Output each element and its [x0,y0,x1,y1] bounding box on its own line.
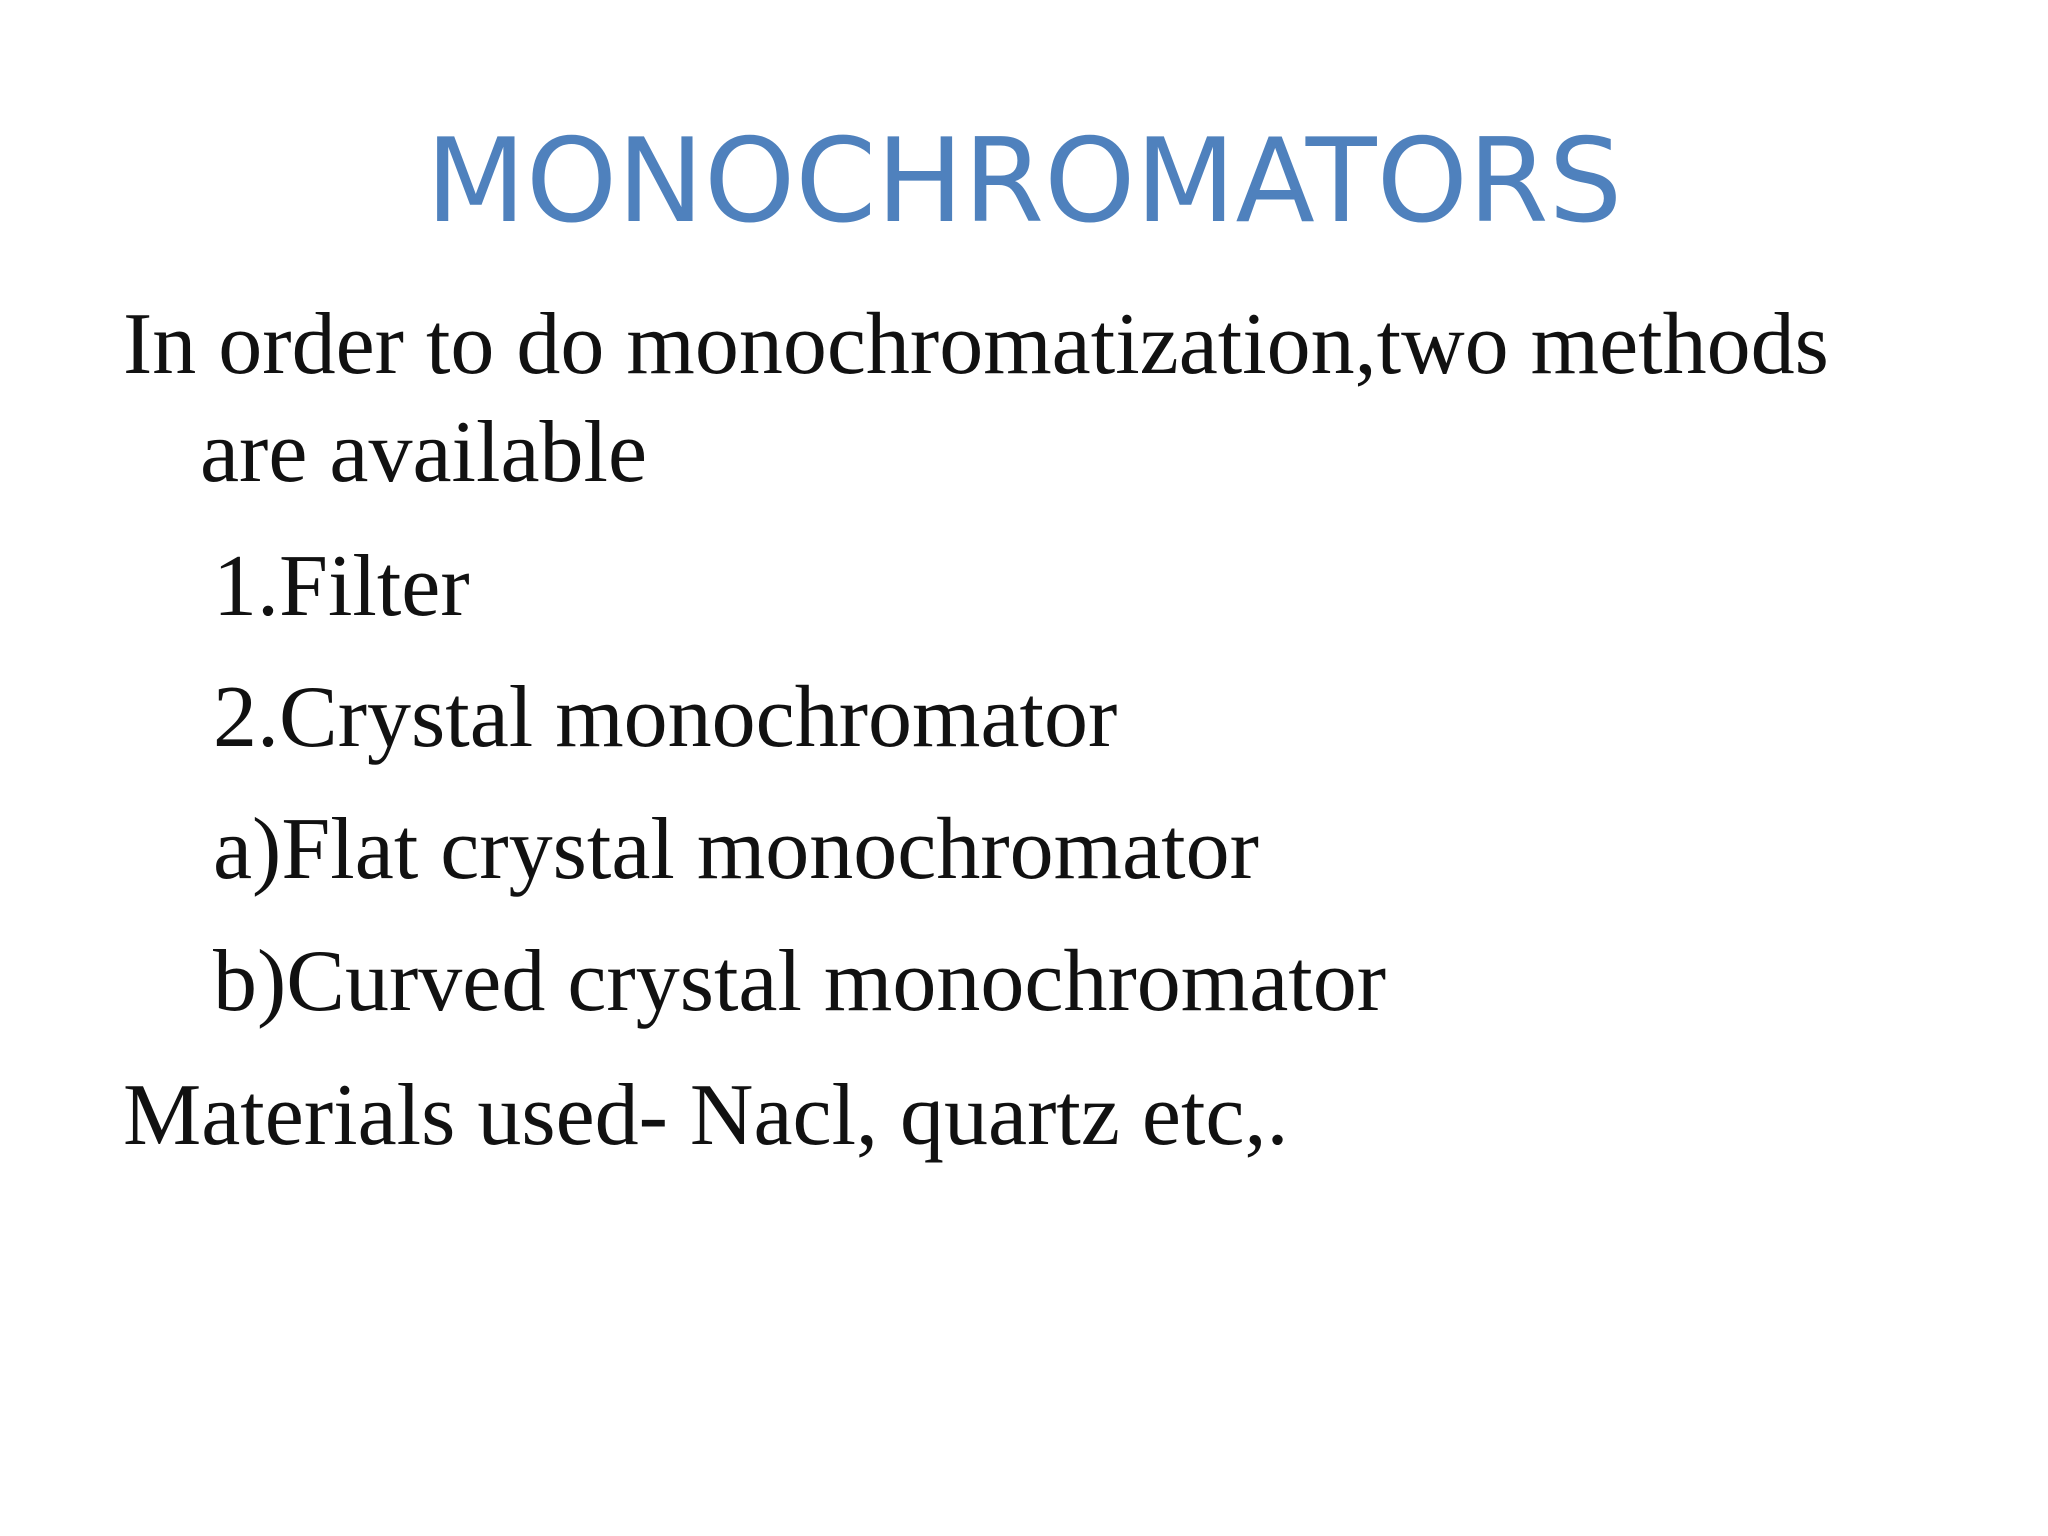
slide-title: MONOCHROMATORS [425,114,1623,249]
method-crystal-monochromator: 2.Crystal monochromator [213,669,1118,766]
sub-method-curved-crystal: b)Curved crystal monochromator [213,933,1387,1030]
intro-line-continued: are available [200,404,648,501]
method-filter: 1.Filter [213,538,470,635]
materials-line: Materials used- Nacl, quartz etc,. [123,1067,1289,1164]
sub-method-flat-crystal: a)Flat crystal monochromator [213,801,1259,898]
intro-line: In order to do monochromatization,two methods [123,296,1829,393]
